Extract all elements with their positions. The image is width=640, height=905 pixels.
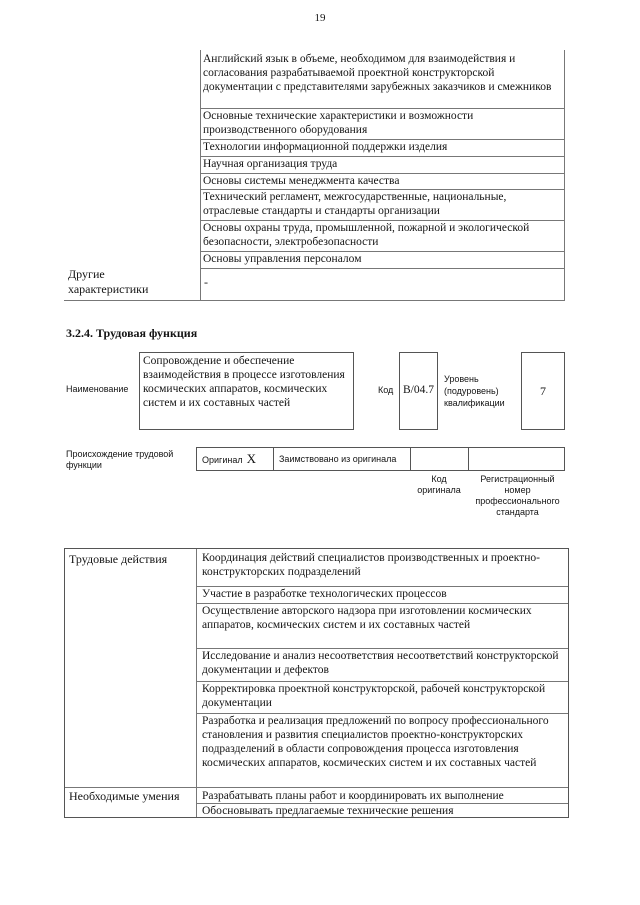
- level-label: Уровень (подуровень) квалификации: [444, 374, 505, 408]
- other-characteristics-label: Другие характеристики: [68, 267, 149, 296]
- knowledge-table: [64, 50, 565, 300]
- origin-label: Происхождение трудовой функции: [66, 449, 174, 470]
- knowledge-item: Основы охраны труда, промышленной, пожарной и экологической безопасности, электробезопасности: [200, 221, 565, 252]
- name-label: Наименование: [66, 384, 129, 394]
- origin-code-cell: [411, 448, 469, 470]
- qualification-level: 7: [521, 352, 565, 430]
- code-original-caption: Код оригинала: [417, 474, 461, 495]
- knowledge-item: Основы управления персоналом: [200, 252, 565, 269]
- skill-item: Разрабатывать планы работ и координировать их выполнение: [202, 790, 504, 802]
- knowledge-item: Основы системы менеджмента качества: [200, 174, 565, 190]
- required-skills-label: Необходимые умения: [69, 789, 180, 803]
- registration-number-caption: Регистрационный номер профессионального стандарта: [475, 474, 560, 517]
- knowledge-item: Технический регламент, межгосударственные, национальные, отраслевые стандарты и стандарты организации: [200, 190, 565, 221]
- knowledge-item: Научная организация труда: [200, 157, 565, 174]
- labor-action-item: Осуществление авторского надзора при изготовлении космических аппаратов, космических систем и их составных частей: [202, 605, 532, 631]
- section-title: 3.2.4. Трудовая функция: [66, 326, 198, 340]
- original-label: Оригинал: [202, 455, 243, 465]
- knowledge-item: Технологии информационной поддержки изделия: [200, 140, 565, 157]
- registration-number-cell: [469, 448, 564, 470]
- page-number: 19: [314, 12, 326, 24]
- labor-action-item: Исследование и анализ несоответствия несоответствий конструкторской документации и дефектов: [202, 650, 559, 676]
- labor-actions-table: [64, 548, 569, 818]
- knowledge-item: Основные технические характеристики и возможности производственного оборудования: [200, 109, 565, 140]
- function-name: Сопровождение и обеспечение взаимодействия в процессе изготовления космических аппаратов, космических систем и их составных частей: [139, 352, 354, 430]
- labor-action-item: Корректировка проектной конструкторской, рабочей конструкторской документации: [202, 683, 546, 709]
- labor-actions-label: Трудовые действия: [69, 552, 168, 566]
- skill-item: Обосновывать предлагаемые технические решения: [202, 805, 454, 817]
- labor-action-item: Координация действий специалистов производственных и проектно-конструкторских подразделений: [202, 552, 540, 578]
- origin-row: [196, 447, 565, 471]
- original-mark: X: [246, 451, 256, 466]
- knowledge-item: Английский язык в объеме, необходимом для взаимодействия и согласования разрабатываемой проектной конструкторской документации с представителями зарубежных заказчиков и смежников: [200, 52, 565, 109]
- labor-action-item: Участие в разработке технологических процессов: [202, 588, 447, 600]
- borrowed-cell: Заимствовано из оригинала: [274, 448, 411, 470]
- code-label: Код: [378, 385, 394, 395]
- labor-action-item: Разработка и реализация предложений по вопросу профессионального становления и развития специалистов проектно-конструкторских подразделений в области сопровождения процесса изготовления космических аппаратов, космических систем и их составных частей: [202, 715, 549, 769]
- function-code: B/04.7: [399, 352, 438, 430]
- other-characteristics-value: -: [204, 275, 208, 289]
- original-cell: [197, 448, 274, 470]
